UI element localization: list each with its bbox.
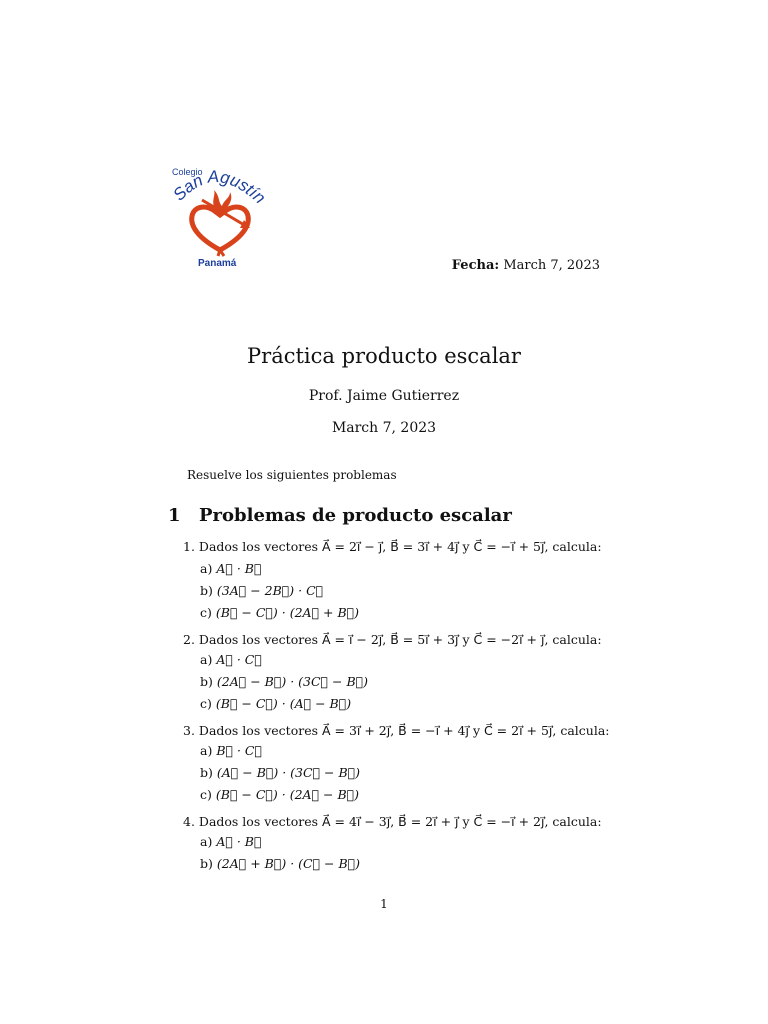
problem-statement: Dados los vectores A⃗ = i⃗ − 2j⃗, B⃗ = 5i⃗ + 3j⃗ y C⃗ = −2i⃗ + j⃗, calcula:	[198, 632, 602, 647]
problem-part	[200, 765, 360, 780]
part-label: b)	[200, 583, 213, 598]
part-expression: A⃗ · B⃗	[216, 561, 262, 576]
document-title: Práctica producto escalar	[247, 344, 521, 368]
document-date: March 7, 2023	[331, 420, 437, 436]
problem-part	[200, 652, 262, 667]
document-author: Prof. Jaime Gutierrez	[308, 388, 460, 404]
part-label: a)	[200, 561, 213, 576]
section-number: 1	[168, 505, 181, 526]
problem-part	[200, 834, 261, 849]
problem-part	[200, 561, 261, 576]
part-expression: (2A⃗ − B⃗) · (3C⃗ − B⃗)	[216, 674, 369, 689]
problem-part	[200, 743, 262, 758]
problem-number: 1.	[183, 539, 195, 554]
part-label: c)	[200, 696, 212, 711]
part-expression: (B⃗ − C⃗) · (2A⃗ + B⃗)	[215, 605, 360, 620]
problem-part	[200, 696, 351, 711]
part-label: c)	[200, 787, 212, 802]
part-label: a)	[200, 743, 213, 758]
heart-icon	[192, 207, 249, 250]
section-title-text: Problemas de producto escalar	[199, 505, 512, 526]
problem-number: 2.	[183, 632, 195, 647]
part-label: b)	[200, 856, 213, 871]
part-label: c)	[200, 605, 212, 620]
problem-part	[200, 583, 323, 598]
page-number: 1	[380, 897, 388, 911]
logo-top-text: Colegio	[172, 167, 203, 177]
part-expression: B⃗ · C⃗	[216, 743, 263, 758]
part-label: b)	[200, 765, 213, 780]
logo-bottom-text: Panamá	[198, 258, 237, 269]
part-expression: (2A⃗ + B⃗) · (C⃗ − B⃗)	[216, 856, 361, 871]
problem-item	[183, 539, 602, 554]
school-logo	[168, 160, 274, 270]
logo-graphic	[168, 160, 274, 270]
problem-part	[200, 674, 368, 689]
problem-item	[183, 814, 602, 829]
problem-part	[200, 605, 359, 620]
part-expression: (A⃗ − B⃗) · (3C⃗ − B⃗)	[216, 765, 361, 780]
problem-number: 3.	[183, 723, 195, 738]
problem-part	[200, 787, 359, 802]
date-header	[452, 258, 600, 273]
intro-text: Resuelve los siguientes problemas	[187, 468, 397, 482]
problem-statement: Dados los vectores A⃗ = 4i⃗ − 3j⃗, B⃗ = 2i⃗ + j⃗ y C⃗ = −i⃗ + 2j⃗, calcula:	[198, 814, 602, 829]
part-expression: A⃗ · B⃗	[216, 834, 262, 849]
problem-item	[183, 723, 610, 738]
part-expression: (3A⃗ − 2B⃗) · C⃗	[216, 583, 324, 598]
date-value: March 7, 2023	[503, 258, 600, 273]
part-expression: A⃗ · C⃗	[216, 652, 262, 667]
problem-part	[200, 856, 360, 871]
problem-item	[183, 632, 602, 647]
part-label: b)	[200, 674, 213, 689]
part-label: a)	[200, 834, 213, 849]
date-label: Fecha:	[451, 258, 500, 273]
section-heading	[168, 505, 512, 526]
problem-statement: Dados los vectores A⃗ = 2i⃗ − j⃗, B⃗ = 3i⃗ + 4j⃗ y C⃗ = −i⃗ + 5j⃗, calcula:	[198, 539, 602, 554]
problem-statement: Dados los vectores A⃗ = 3i⃗ + 2j⃗, B⃗ = −i⃗ + 4j⃗ y C⃗ = 2i⃗ + 5j⃗, calcula:	[198, 723, 610, 738]
problem-number: 4.	[183, 814, 195, 829]
part-expression: (B⃗ − C⃗) · (A⃗ − B⃗)	[215, 696, 352, 711]
part-label: a)	[200, 652, 213, 667]
part-expression: (B⃗ − C⃗) · (2A⃗ − B⃗)	[215, 787, 360, 802]
logo-arc-text: San Agustín	[169, 166, 270, 208]
